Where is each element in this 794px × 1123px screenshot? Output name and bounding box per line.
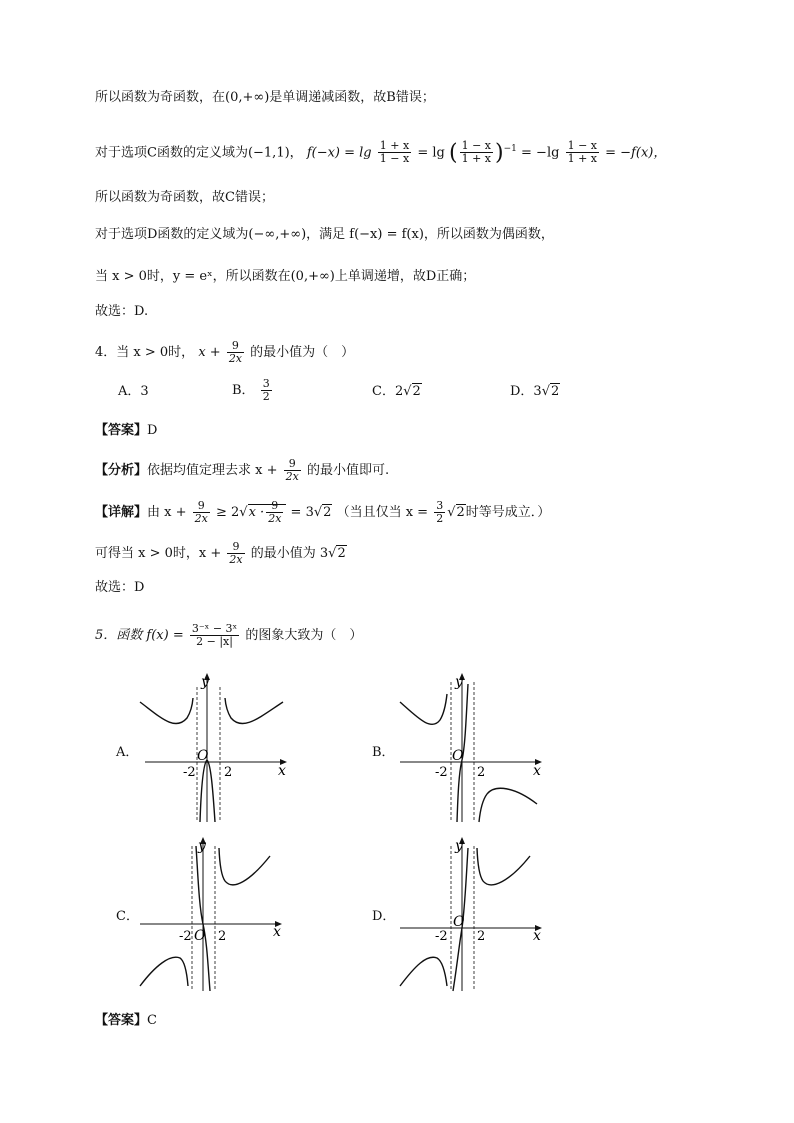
q4-detail: 【详解】由 x + $\frac{9}{2x}$ ≥ 2√x · $\frac{9}{2x}$ = 3√2 （当且仅当 x = $\frac{3}{2}$ √2时等号成立．） [95,499,551,525]
q5-answer: 【答案】C [95,1013,157,1028]
text-line-4: 对于选项D函数的定义域为(−∞,+∞)，满足 f(−x) = f(x)，所以函数为偶函数， [95,227,554,242]
q4-choose: 故选：D [95,580,145,595]
svg-text:x: x [273,924,281,940]
q4-option-a[interactable]: A．3 [118,384,149,399]
origin-label: O [197,748,209,764]
tick-neg-two: -2 [183,765,196,780]
graph-c[interactable] [135,836,295,996]
svg-text:-2: -2 [435,929,448,944]
svg-text:y: y [455,838,463,854]
text-line-5: 当 x > 0时，y = eˣ，所以函数在(0,+∞)上单调递增，故D正确； [95,269,476,284]
line2-prefix: 对于选项C函数的定义域为(−1,1)， [95,145,303,161]
graph-label-c[interactable]: C． [116,909,139,924]
svg-text:x: x [533,928,541,944]
graph-a[interactable] [135,672,295,832]
graph-label-d[interactable]: D． [372,909,396,924]
q4-analysis: 【分析】依据均值定理去求 x + $\frac{9}{2x}$ 的最小值即可. [95,457,390,483]
fraction-c: $\frac{1 - x}{1 + x}$ [567,139,597,166]
x-axis-label: x [278,763,286,779]
svg-text:y: y [198,838,206,854]
svg-text:x: x [533,763,541,779]
graph-d[interactable] [395,836,555,996]
q4-option-b[interactable]: B． $\frac{3}{2}$ [232,377,270,403]
svg-text:O: O [452,748,464,764]
fraction-b: $\frac{1 - x}{1 + x}$ [461,139,492,166]
q4-option-c[interactable]: C．2√2 [372,384,421,399]
line2-eq2: = −lg [521,145,560,161]
graph-label-a[interactable]: A． [116,745,139,760]
fraction-9-over-2x: $\frac{9}{2x}$ [228,339,243,365]
graph-b[interactable] [395,672,555,832]
svg-text:O: O [453,914,465,930]
fraction-a: $\frac{1 + x}{1 - x}$ [379,139,410,166]
exponent: −1 [503,144,517,154]
q4-option-d[interactable]: D．3√2 [510,384,560,399]
text-line-1: 所以函数为奇函数，在(0,+∞)是单调递减函数，故B错误； [95,90,435,105]
q5-stem: 5．函数 f(x) = $\frac{\text{3⁻ˣ − 3ˣ}}{2 - |x|}$ 的图象大致为（ ） [95,622,363,648]
svg-text:2: 2 [477,765,486,780]
svg-text:y: y [455,674,463,690]
svg-text:2: 2 [218,929,227,944]
svg-text:-2: -2 [435,765,448,780]
svg-text:O: O [194,928,206,944]
text-line-2: 对于选项C函数的定义域为(−1,1)， f(−x) = lg $\frac{1 + x}{1 - x}$ = lg ( $\frac{1 - x}{1 + x}$ )$^{-1}$ = −lg $\frac{1 - x}{1 + x}$ = −f(x)， [95,139,667,166]
text-line-6: 故选：D. [95,304,149,319]
line2-f: f(−x) = lg [306,145,372,161]
q4-stem: 4．当 x > 0时， x + $\frac{9}{2x}$ 的最小值为（ ） [95,339,355,365]
y-axis-label: y [201,674,209,690]
graph-label-b[interactable]: B． [372,745,395,760]
line2-end: = −f(x)， [605,145,667,161]
q4-answer: 【答案】D [95,423,158,438]
q4-result: 可得当 x > 0时，x + $\frac{9}{2x}$ 的最小值为 3√2 [95,540,346,566]
fraction-q5: $\frac{\text{3⁻ˣ − 3ˣ}}{2 - |x|}$ [191,622,238,648]
text-line-3: 所以函数为奇函数，故C错误； [95,190,274,205]
tick-pos-two: 2 [224,765,233,780]
svg-text:2: 2 [477,929,486,944]
svg-text:-2: -2 [179,929,192,944]
line2-eq1: = lg [417,145,445,161]
